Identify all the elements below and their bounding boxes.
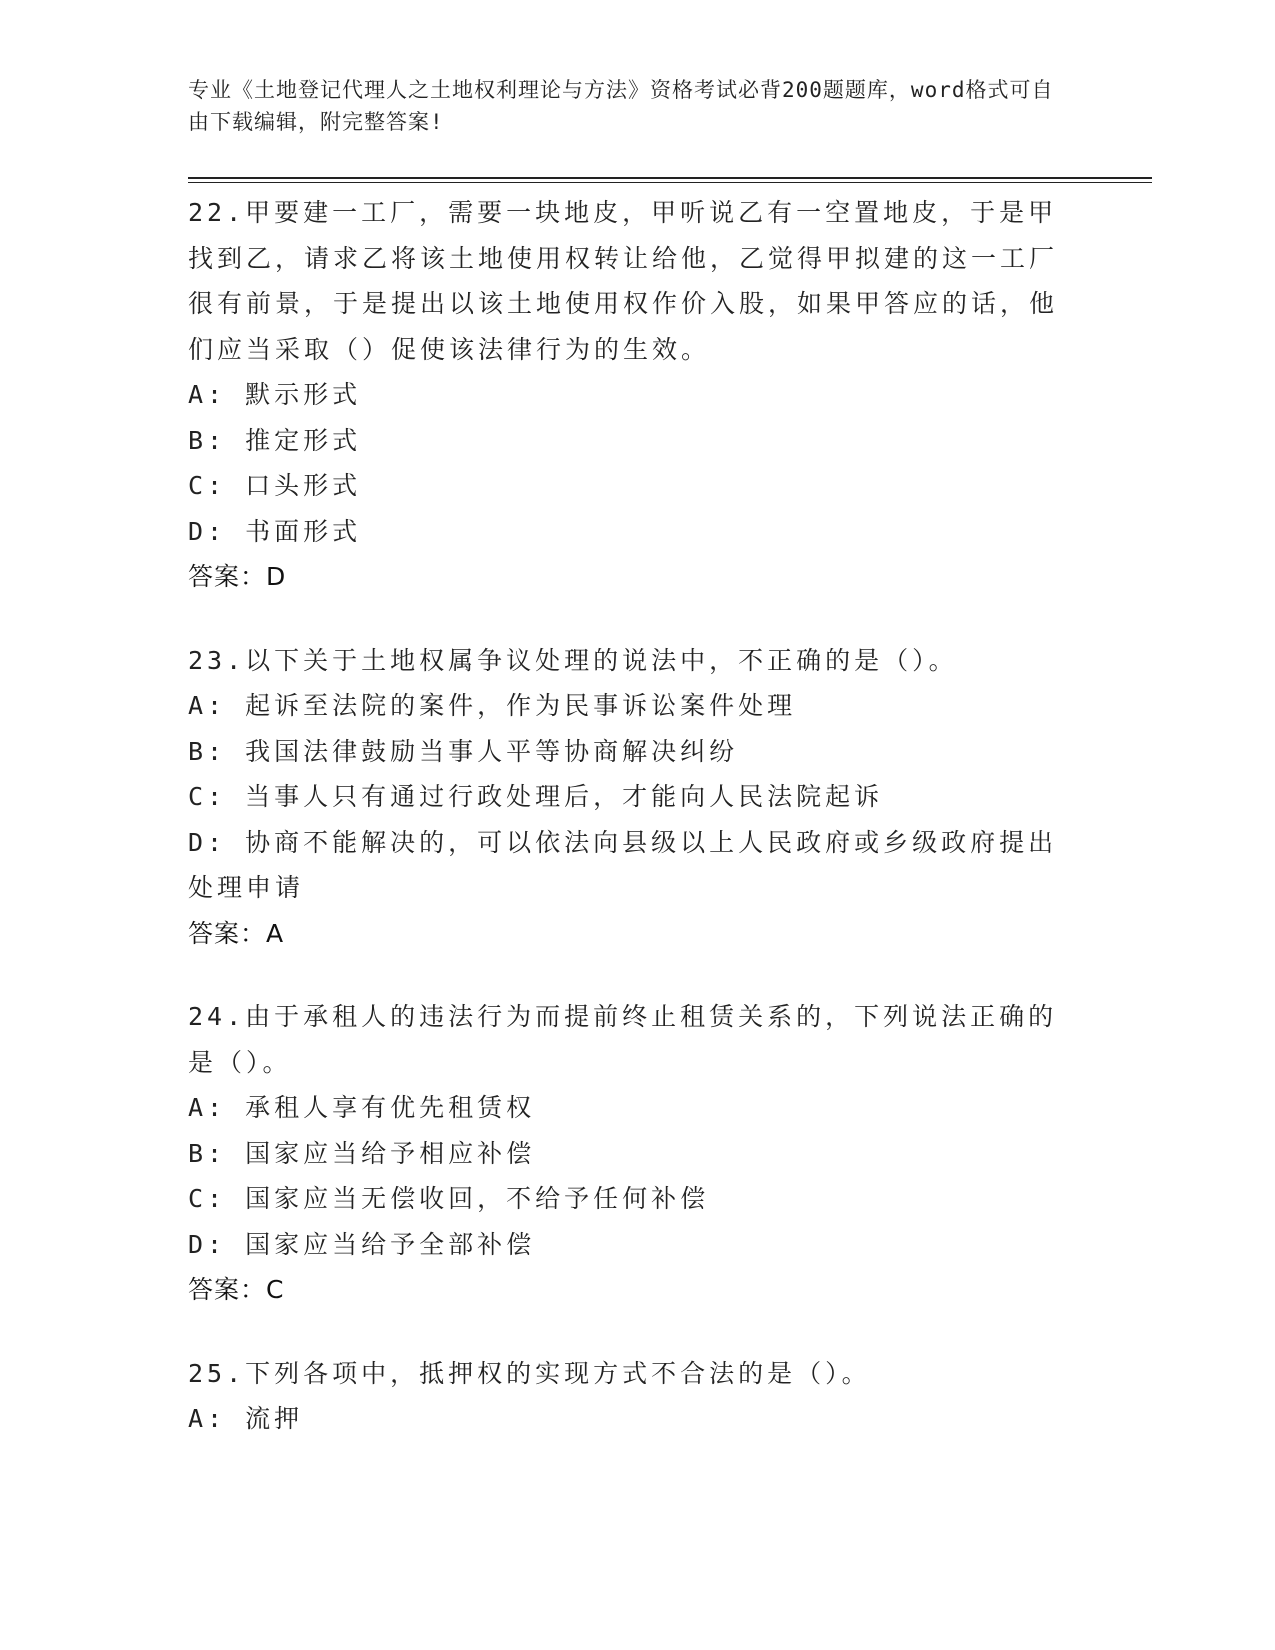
option-label: A: — [188, 1093, 227, 1122]
option-label: D: — [188, 1229, 227, 1259]
option-a — [188, 1085, 1088, 1131]
question-stem: 23.以下关于土地权属争议处理的说法中，不正确的是（）。 — [188, 645, 958, 675]
option-text: 国家应当给予全部补偿 — [245, 1229, 536, 1259]
option-d — [188, 1222, 1088, 1268]
option-text: 承租人享有优先租赁权 — [245, 1093, 536, 1122]
option-a — [188, 372, 1088, 418]
question-24 — [188, 994, 1088, 1313]
question-22 — [188, 190, 1088, 600]
question-23 — [188, 638, 1088, 957]
option-label: B: — [188, 425, 227, 455]
header-divider-thin — [188, 182, 1152, 183]
answer-line: 答案：A — [188, 918, 285, 948]
question-list — [188, 190, 1088, 1480]
option-a — [188, 1396, 1088, 1442]
option-text: 国家应当无偿收回，不给予任何补偿 — [245, 1184, 710, 1213]
option-label: A: — [188, 380, 227, 409]
option-a — [188, 683, 1088, 729]
option-text: 口头形式 — [245, 471, 362, 500]
answer-line: 答案：C — [188, 1275, 285, 1304]
option-text: 国家应当给予相应补偿 — [245, 1138, 536, 1168]
option-text: 起诉至法院的案件，作为民事诉讼案件处理 — [245, 691, 797, 720]
option-label: B: — [188, 736, 227, 766]
option-label: C: — [188, 782, 227, 811]
option-label: A: — [188, 691, 227, 720]
question-stem: 22.甲要建一工厂，需要一块地皮，甲听说乙有一空置地皮，于是甲找到乙，请求乙将该土地使用权转让给他，乙觉得甲拟建的这一工厂很有前景，于是提出以该土地使用权作价入股，如果甲答应的话，他们应当采取（）促使该法律行为的生效。 — [188, 198, 1059, 364]
question-stem: 25.下列各项中，抵押权的实现方式不合法的是（）。 — [188, 1358, 871, 1388]
option-text: 书面形式 — [245, 516, 362, 546]
option-label: D: — [188, 827, 227, 857]
option-text: 当事人只有通过行政处理后，才能向人民法院起诉 — [245, 782, 884, 811]
option-d — [188, 820, 1068, 911]
question-25 — [188, 1351, 1088, 1442]
answer-line: 答案：D — [188, 562, 287, 591]
option-c — [188, 463, 1088, 509]
option-b — [188, 418, 1088, 464]
option-label: D: — [188, 516, 227, 546]
option-label: A: — [188, 1404, 227, 1433]
option-text: 默示形式 — [245, 380, 362, 409]
option-b — [188, 729, 1088, 775]
option-label: B: — [188, 1138, 227, 1168]
option-b — [188, 1131, 1088, 1177]
option-c — [188, 774, 1088, 820]
option-text: 协商不能解决的，可以依法向县级以上人民政府或乡级政府提出处理申请 — [188, 827, 1058, 902]
option-text: 流押 — [245, 1404, 304, 1433]
option-text: 我国法律鼓励当事人平等协商解决纠纷 — [245, 736, 739, 766]
document-header: 专业《土地登记代理人之土地权利理论与方法》资格考试必背200题题库，word格式可自由下载编辑，附完整答案! — [188, 78, 1054, 134]
option-label: C: — [188, 471, 227, 500]
option-c — [188, 1176, 1088, 1222]
option-d — [188, 509, 1088, 555]
option-label: C: — [188, 1184, 227, 1213]
header-divider-thick — [188, 177, 1152, 179]
question-stem: 24.由于承租人的违法行为而提前终止租赁关系的，下列说法正确的是（）。 — [188, 1002, 1058, 1077]
option-text: 推定形式 — [245, 425, 362, 455]
